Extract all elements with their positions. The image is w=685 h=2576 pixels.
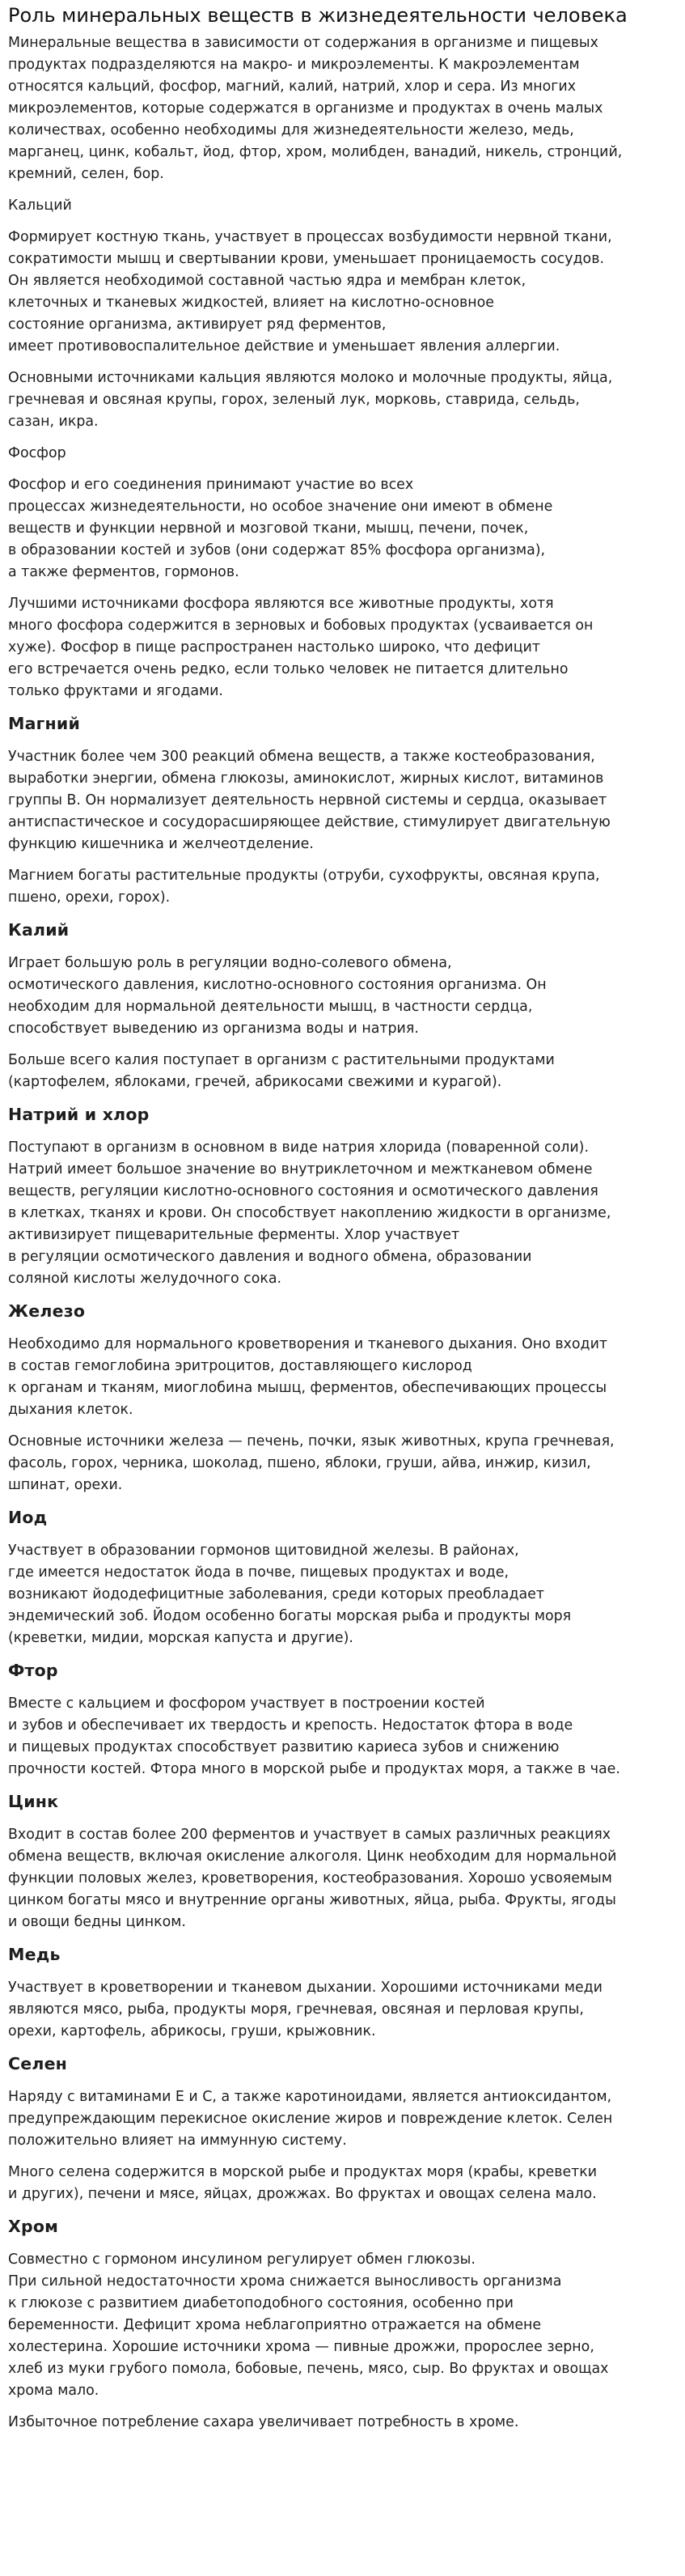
section-heading: Железо [8,1301,86,1321]
section-paragraph: Совместно с гормоном инсулином регулирует обмен глюкозы. При сильной недостаточности хрома снижается выносливость организма к глюкозе с развитием диабетоподобного состояния, особенно при беременности. Дефицит хрома неблагоприятно отражается на обмене холестерина. Хорошие источники хрома — пивные дрожжи, пророслее зерно, хлеб из муки грубого помола, бобовые, печень, мясо, сыр. Во фруктах и овощах хрома мало. [8,2251,609,2399]
section-paragraph: Много селена содержится в морской рыбе и продуктах моря (крабы, креветки и других), печени и мясе, яйцах, дрожжах. Во фруктах и овощах селена мало. [8,2164,598,2202]
section [8,712,677,909]
section-paragraph: Участвует в кроветворении и тканевом дыхании. Хорошими источниками меди являются мясо, рыба, продукты моря, гречневая, овсяная и перловая крупы, орехи, картофель, абрикосы, груши, крыжовник. [8,1980,603,2039]
section-paragraph: Наряду с витаминами Е и С, а также каротиноидами, является антиоксидантом, предупреждающим перекисное окисление жиров и повреждение клеток. Селен положительно влияет на иммунную систему. [8,2089,613,2149]
section-paragraph: Играет большую роль в регуляции водно-солевого обмена, осмотического давления, кислотно-основного состояния организма. Он необходим для нормальной деятельности мышц, в частности сердца, способствует выведению из организма воды и натрия. [8,955,547,1037]
section-paragraph: Основные источники железа — печень, почки, язык животных, крупа гречневая, фасоль, горох, черника, шоколад, пшено, яблоки, груши, айва, инжир, кизил, шпинат, орехи. [8,1433,615,1493]
section [8,1659,677,1780]
section [8,1300,677,1496]
section-paragraph: Избыточное потребление сахара увеличивает потребность в хроме. [8,2414,519,2430]
section [8,1943,677,2043]
section [8,195,677,433]
section-heading: Калий [8,920,70,940]
section-paragraph: Больше всего калия поступает в организм с растительными продуктами (картофелем, яблоками, гречей, абрикосами свежими и курагой). [8,1052,555,1090]
section-heading: Медь [8,1945,61,1964]
section [8,1103,677,1290]
intro-paragraph: Минеральные вещества в зависимости от содержания в организме и пищевых продуктах подразделяются на макро- и микроэлементы. К макроэлементам относятся кальций, фосфор, магний, калий, натрий, хлор и сера. Из многих микроэлементов, которые содержатся в организме и продуктах в очень малых количествах, особенно необходимы для жизнедеятельности железо, медь, марганец, цинк, кобальт, йод, фтор, хром, молибден, ванадий, никель, стронций, кремний, селен, бор. [8,35,623,182]
section-paragraph: Магнием богаты растительные продукты (отруби, сухофрукты, овсяная крупа, пшено, орехи, горох). [8,868,600,906]
section-paragraph: Необходимо для нормального кроветворения и тканевого дыхания. Оно входит в состав гемоглобина эритроцитов, доставляющего кислород к органам и тканям, миоглобина мышц, ферментов, обеспечивающих процессы дыхания клеток. [8,1336,608,1418]
section [8,443,677,702]
section-heading: Цинк [8,1792,59,1811]
section-paragraph: Лучшими источниками фосфора являются все животные продукты, хотя много фосфора содержится в зерновых и бобовых продуктах (усваивается он хуже). Фосфор в пище распространен настолько широко, что дефицит его встречается очень редко, если только человек не питается длительно только фруктами и ягодами. [8,596,594,699]
section-paragraph: Входит в состав более 200 ферментов и участвует в самых различных реакциях обмена веществ, включая окисление алкоголя. Цинк необходим для нормальной функции половых желез, кроветворения, костеобразования. Хорошо усвояемым цинком богаты мясо и внутренние органы животных, яйца, рыба. Фрукты, ягоды и овощи бедны цинком. [8,1827,617,1930]
section-paragraph: Участник более чем 300 реакций обмена веществ, а также костеобразования, выработки энергии, обмена глюкозы, аминокислот, жирных кислот, витаминов группы В. Он нормализует деятельность нервной системы и сердца, оказывает антиспастическое и сосудорасширяющее действие, стимулирует двигательную функцию кишечника и желчеотделение. [8,749,611,852]
section-heading: Натрий и хлор [8,1105,150,1124]
section-heading: Иод [8,1508,48,1527]
section-heading: Селен [8,2054,68,2073]
sections-container [8,195,677,2434]
page-title: Роль минеральных веществ в жизнедеятельности человека [8,4,628,27]
section [8,1506,677,1649]
section [8,2215,677,2434]
section-paragraph: Основными источниками кальция являются молоко и молочные продукты, яйца, гречневая и овсяная крупы, горох, зеленый лук, морковь, ставрида, сельдь, сазан, икра. [8,370,613,430]
section-paragraph: Фосфор и его соединения принимают участие во всех процессах жизнедеятельности, но особое значение они имеют в обмене веществ и функции нервной и мозговой ткани, мышц, печени, почек, в образовании костей и зубов (они содержат 85% фосфора организма), а также ферментов, гормонов. [8,477,553,580]
section-heading: Фтор [8,1661,58,1680]
section [8,2052,677,2205]
section-paragraph: Поступают в организм в основном в виде натрия хлорида (поваренной соли). Натрий имеет большое значение во внутриклеточном и межтканевом обмене веществ, регуляции кислотно-основного состояния и осмотического давления в клетках, тканях и крови. Он способствует накоплению жидкости в организме, активизирует пищеварительные ферменты. Хлор участвует в регуляции осмотического давления и водного обмена, образовании соляной кислоты желудочного сока. [8,1139,611,1287]
section-paragraph: Вместе с кальцием и фосфором участвует в построении костей и зубов и обеспечивает их твердость и крепость. Недостаток фтора в воде и пищевых продуктах способствует развитию кариеса зубов и снижению прочности костей. Фтора много в морской рыбе и продуктах моря, а также в чае. [8,1695,620,1777]
section-heading: Магний [8,714,81,733]
section-heading: Хром [8,2217,59,2236]
section [8,1790,677,1933]
section-paragraph: Участвует в образовании гормонов щитовидной железы. В районах, где имеется недостаток йода в почве, пищевых продуктах и воде, возникают йододефицитные заболевания, среди которых преобладает эндемический зоб. Йодом особенно богаты морская рыба и продукты моря (креветки, мидии, морская капуста и другие). [8,1543,572,1646]
section-heading: Кальций [8,197,72,214]
section [8,919,677,1093]
section-paragraph: Формирует костную ткань, участвует в процессах возбудимости нервной ткани, сократимости мышц и свертывании крови, уменьшает проницаемость сосудов. Он является необходимой составной частью ядра и мембран клеток, клеточных и тканевых жидкостей, влияет на кислотно-основное состояние организма, активирует ряд ферментов, имеет противовоспалительное действие и уменьшает явления аллергии. [8,229,612,354]
section-heading: Фосфор [8,445,66,461]
